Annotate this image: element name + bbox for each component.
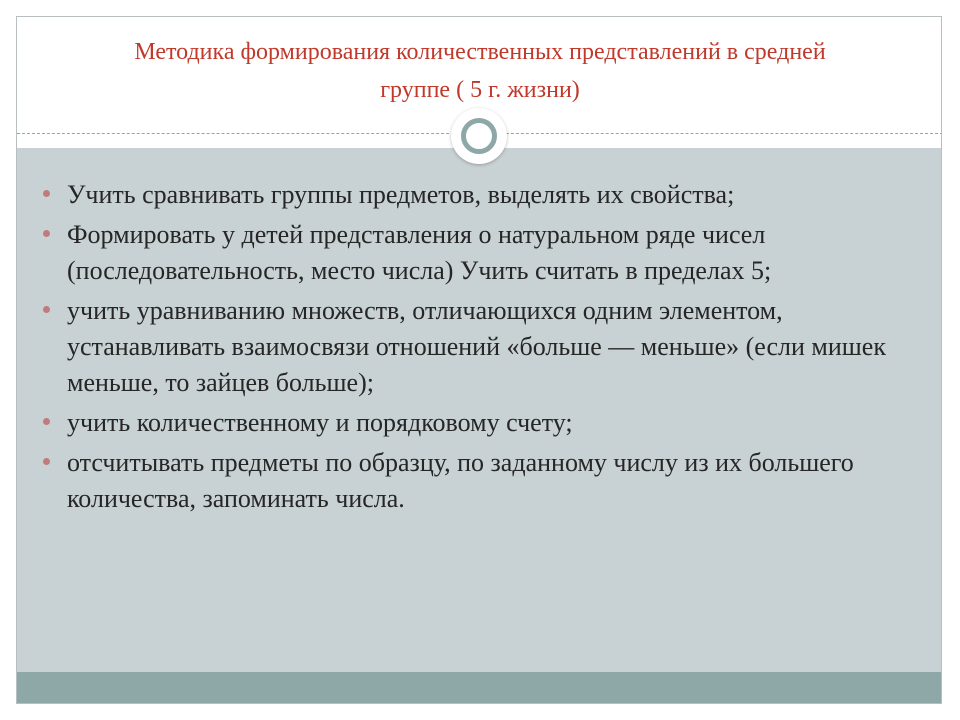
footer-band — [17, 672, 942, 704]
bullet-dot-icon — [43, 306, 50, 313]
bullet-dot-icon — [43, 190, 50, 197]
bullet-item — [43, 445, 923, 517]
bullet-text: Учить сравнивать группы предметов, выделять их свойства; — [67, 180, 735, 209]
slide — [16, 16, 942, 704]
bullet-list — [43, 177, 923, 521]
bullet-text: учить количественному и порядковому счету; — [67, 408, 573, 437]
bullet-text: отсчитывать предметы по образцу, по заданному числу из их большего количества, запоминать числа. — [67, 448, 854, 513]
bullet-dot-icon — [43, 230, 50, 237]
bullet-item — [43, 293, 923, 401]
bullet-text: Формировать у детей представления о натуральном ряде чисел (последовательность, место числа) Учить считать в пределах 5; — [67, 220, 772, 285]
bullet-dot-icon — [43, 418, 50, 425]
slide-title — [57, 33, 903, 109]
ring-ornament-icon — [451, 108, 507, 164]
bullet-text: учить уравниванию множеств, отличающихся одним элементом, устанавливать взаимосвязи отношений «больше — меньше» (если мишек меньше, то зайцев больше); — [67, 296, 886, 397]
ring-inner — [461, 118, 497, 154]
slide-title-line-2: группе ( 5 г. жизни) — [380, 77, 580, 103]
bullet-dot-icon — [43, 458, 50, 465]
bullet-item — [43, 405, 923, 441]
bullet-item — [43, 177, 923, 213]
bullet-item — [43, 217, 923, 289]
slide-title-line-1: Методика формирования количественных представлений в средней — [134, 39, 826, 65]
